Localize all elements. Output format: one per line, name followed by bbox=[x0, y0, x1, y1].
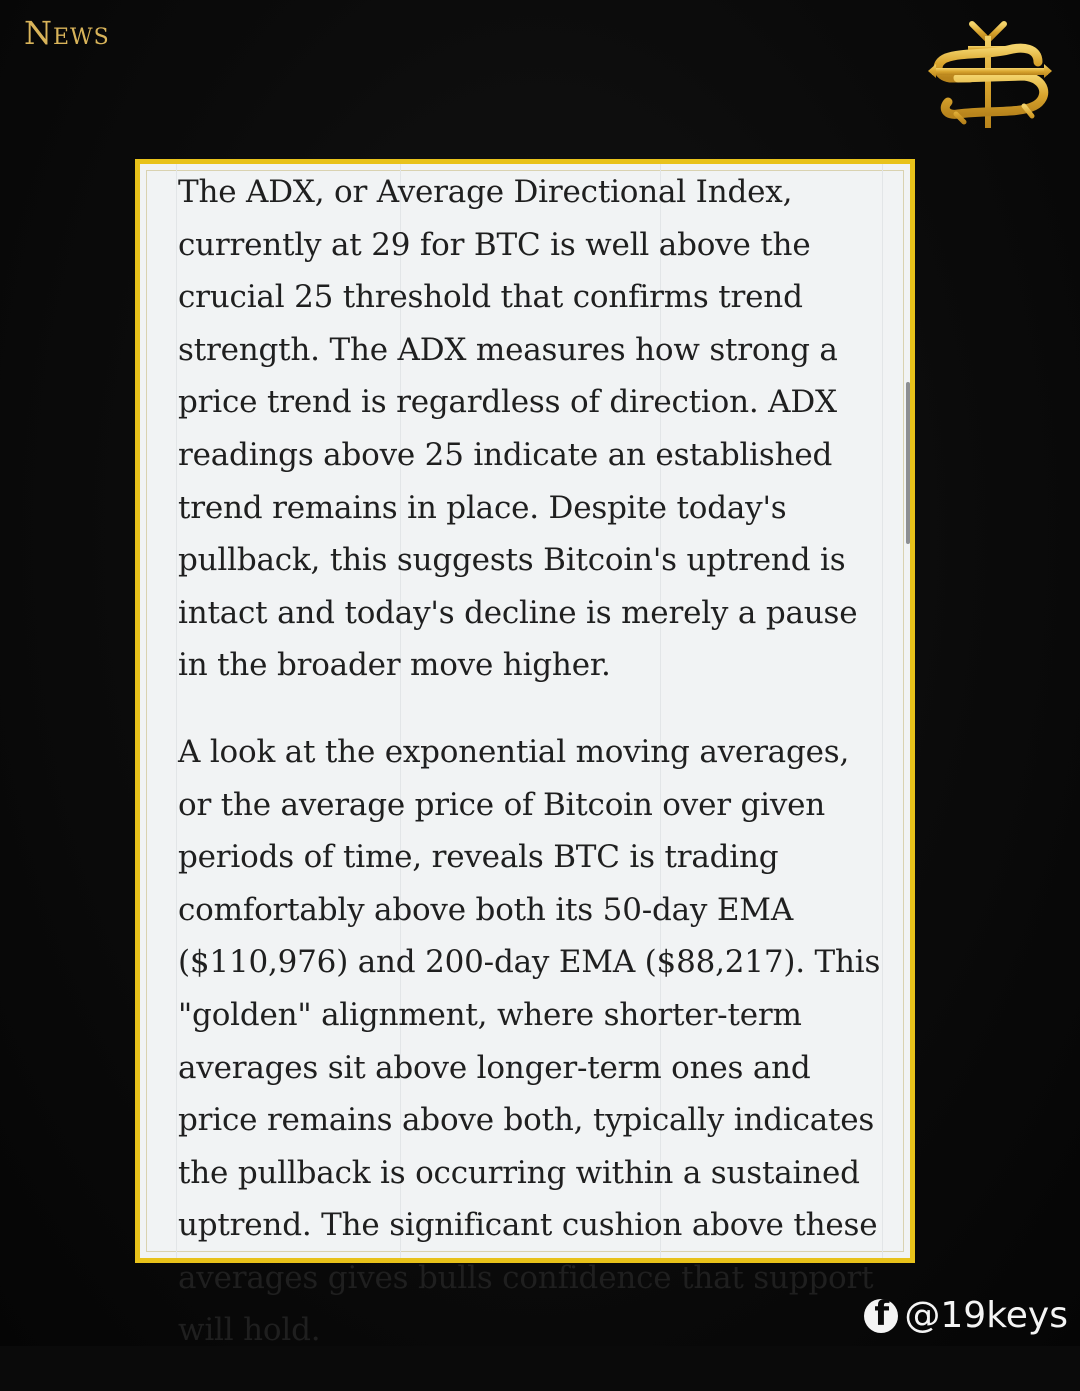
threads-icon bbox=[864, 1299, 898, 1333]
scrollbar-thumb[interactable] bbox=[906, 382, 910, 544]
article-card bbox=[135, 159, 915, 1349]
handle-text: @19keys bbox=[904, 1295, 1068, 1336]
section-label: News bbox=[24, 14, 110, 52]
social-handle[interactable] bbox=[864, 1295, 1068, 1336]
column-guide bbox=[176, 164, 177, 1258]
article-paragraph: The ADX, or Average Directional Index, currently at 29 for BTC is well above the crucial 25 threshold that confirms trend strength. The ADX measures how strong a price trend is regardless of direction. ADX readings above 25 indicate an established trend remains in place. Despite today's pullback, this suggests Bitcoin's uptrend is intact and today's decline is merely a pause in the broader move higher. bbox=[178, 174, 858, 684]
article-paragraph: A look at the exponential moving averages, or the average price of Bitcoin over given periods of time, reveals BTC is trading comfortably above both its 50-day EMA ($110,976) and 200-day EMA ($88,217). This "golden" alignment, where shorter-term averages sit above longer-term ones and price remains above both, typically indicates the pullback is occurring within a sustained uptrend. The significant cushion above these averages gives bulls confidence that support will hold. bbox=[178, 733, 881, 1349]
article-body bbox=[178, 166, 888, 1391]
gothic-dollar-monogram-icon bbox=[928, 18, 1058, 130]
